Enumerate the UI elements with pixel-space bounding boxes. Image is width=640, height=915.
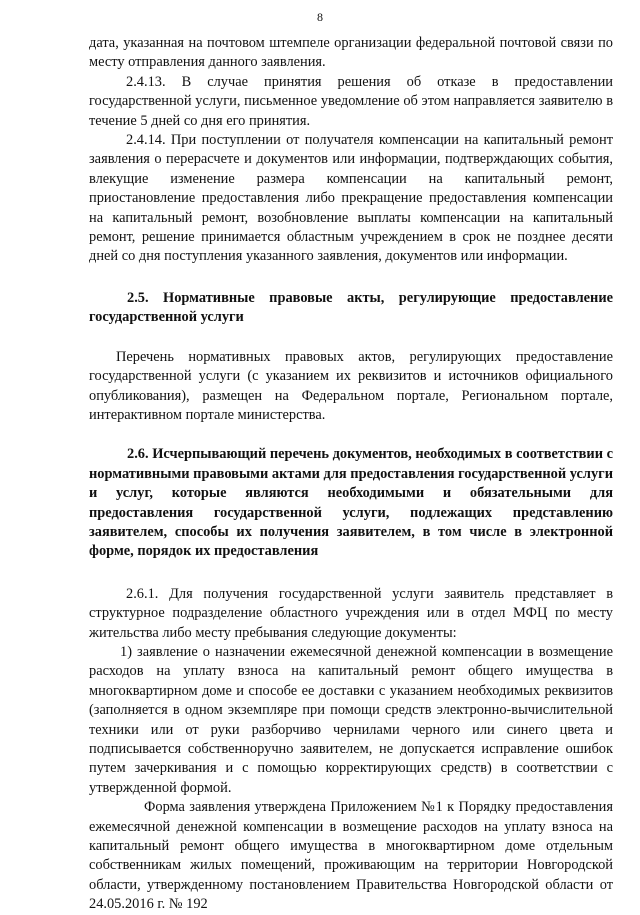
paragraph-normative-acts: Перечень нормативных правовых актов, регулирующих предоставление государственной услуги (с указанием их реквизитов и источников официального опубликования), размещен на Федеральном портале, Региональном портале, интерактивном портале министерства. bbox=[89, 348, 613, 423]
paragraph-form-approval: Форма заявления утверждена Приложением №1 к Порядку предоставления ежемесячной денежной компенсации в возмещение расходов на уплату взноса на капитальный ремонт общего имущества в многоквартирном доме отдельным собственникам жилых помещений, проживающим на территории Новгородской области, утвержденному постановлением Правительства Новгородской области от 24.05.2016 г. № 192 bbox=[89, 799, 613, 913]
paragraph-2-4-13: 2.4.13. В случае принятия решения об отказе в предоставлении государственной услуги, письменное уведомление об этом направляется заявителю в течение 5 дней со дня его принятия. bbox=[89, 73, 613, 129]
section-heading-2-5: 2.5. Нормативные правовые акты, регулирующие предоставление государственной услуги bbox=[89, 289, 613, 326]
paragraph-2-6-1: 2.6.1. Для получения государственной услуги заявитель представляет в структурное подразделение областного учреждения или в отдел МФЦ по месту жительства либо месту пребывания следующие документы: bbox=[89, 585, 613, 641]
document-body bbox=[89, 34, 613, 915]
list-item-1: 1) заявление о назначении ежемесячной денежной компенсации в возмещение расходов на уплату взноса на капитальный ремонт общего имущества в многоквартирном доме и способе ее доставки с указанием необходимых реквизитов (заполняется в одном экземпляре при помощи средств электронно-вычислительной техники или от руки разборчиво чернилами черного или синего цвета и подписывается собственноручно заявителем, не допускается исправление ошибок путем зачеркивания и с помощью корректирующих средств) в соответствии с утвержденной формой. bbox=[89, 643, 613, 796]
paragraph-continuation: дата, указанная на почтовом штемпеле организации федеральной почтовой связи по месту отправления данного заявления. bbox=[89, 35, 613, 71]
section-heading-2-6: 2.6. Исчерпывающий перечень документов, необходимых в соответствии с нормативными правовыми актами для предоставления государственной услуги и услуг, которые являются необходимыми и обязательными для предоставления государственной услуги, подлежащих представлению заявителем, способы их получения заявителем, в том числе в электронной форме, порядок их предоставления bbox=[89, 446, 613, 560]
paragraph-2-4-14: 2.4.14. При поступлении от получателя компенсации на капитальный ремонт заявления о перерасчете и документов или информации, подтверждающих события, влекущие изменение размера компенсации на капитальный ремонт, приостановление предоставления либо прекращение предоставления компенсации на капитальный ремонт, возобновление выплаты компенсации на капитальный ремонт, решение принимается областным учреждением в срок не позднее десяти дней со дня поступления указанного заявления, документов или информации. bbox=[89, 132, 613, 265]
page-number: 8 bbox=[317, 10, 323, 24]
